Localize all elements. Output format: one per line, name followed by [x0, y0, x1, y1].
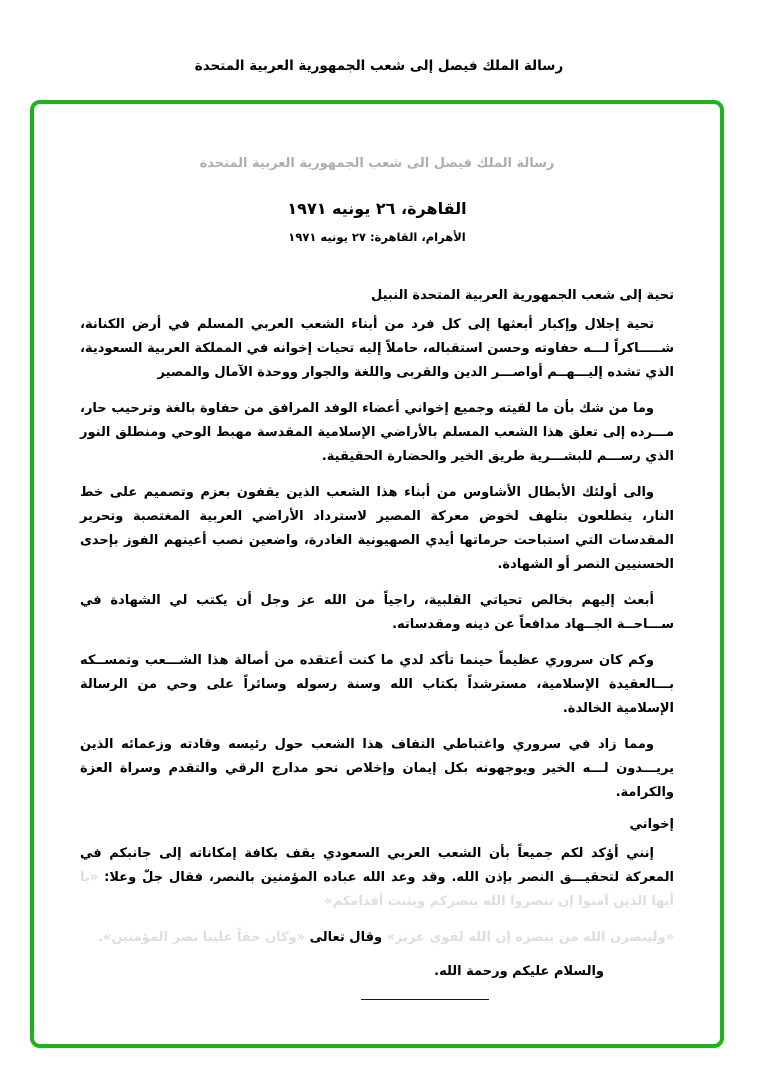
source-line: الأهرام، القاهرة: ٢٧ يونيه ١٩٧١ — [288, 230, 466, 244]
document-frame — [30, 100, 724, 1048]
farewell: والسلام عليكم ورحمة الله. — [434, 964, 604, 979]
dateline: القاهرة، ٢٦ يونيه ١٩٧١ — [287, 199, 467, 218]
faded-verse-part: «وكان حقاً علينا نصر المؤمنين». — [98, 930, 310, 945]
paragraph: أبعث إليهم بخالص تحياتي القلبية، راجياً من الله عز وجل أن يكتب لي الشهادة في ســـاحــة الجــهاد مدافعاً عن دينه ومقدساته. — [80, 593, 674, 632]
faded-verse: «يا أيها الذين آمنوا إن تنصروا الله ينصركم ويثبت أقدامكم» — [80, 870, 674, 909]
salutation: تحية إلى شعب الجمهورية العربية المتحدة النبيل — [371, 288, 674, 303]
faded-verse-part: «ولينصرن الله من ينصره إن الله لقوي عزيز» — [382, 930, 674, 945]
paragraph: وكم كان سروري عظيماً حينما تأكد لدي ما كنت أعتقده من أصالة هذا الشـــعب وتمســكه بـــالعقيدة الإسلامية، مسترشداً بكتاب الله وسنة رسوله وسائراً على وحي من الرسالة الإسلامية الخالدة. — [80, 653, 674, 716]
page-title: رسالة الملك فيصل إلى شعب الجمهورية العربية المتحدة — [194, 58, 564, 74]
paragraph: والى أولئك الأبطال الأشاوس من أبناء هذا الشعب الذين يقفون بعزم وتصميم على خط النار، يتطلعون بتلهف لخوض معركة المصير لاسترداد الأراضي العربية المغتصبة وتحرير المقدسات التي استباحت حرماتها أيدي الصهيونية الغادرة، واضعين نصب أعينهم الفوز بإحدى الحسنيين النصر أو الشهادة. — [80, 485, 674, 572]
scanned-title: رسالة الملك فيصل الى شعب الجمهورية العربية المتحدة — [199, 156, 555, 171]
address-line: إخواني — [629, 817, 674, 832]
paragraph: تحية إجلال وإكبار أبعثها إلى كل فرد من أبناء الشعب العربي المسلم في أرض الكنانة، شـــــاكراً لـــه حفاوته وحسن استقباله، حاملاً إليه تحيات إخوانه في المملكة العربية السعودية، الذي تشده إليـــهــم أواصـــر الدين والقربى واللغة والجوار ووحدة الآمال والمصير — [80, 317, 674, 380]
signature-rule — [361, 999, 489, 1000]
paragraph: ومما زاد في سروري واغتباطي التفاف هذا الشعب حول رئيسه وقادته وزعمائه الذين يريـــدون لـــه الخير ويوجهونه بكل إيمان وإخلاص نحو مدارج الرقي والتقدم وسراة العزة والكرامة. — [80, 737, 674, 800]
paragraph-final — [80, 842, 674, 914]
qala-taala-label: وقال تعالى — [309, 930, 383, 945]
final-paragraph-text: إنني أؤكد لكم جميعاً بأن الشعب العربي السعودي يقف بكافة إمكاناته إلى جانبكم في المعركة لتحقيـــق النصر بإذن الله. وقد وعد الله عباده المؤمنين بالنصر، فقال جلّ وعلا: — [80, 846, 674, 885]
paragraph: وما من شك بأن ما لقيته وجميع إخواني أعضاء الوفد المرافق من حفاوة بالغة وترحيب حار، مـــرده إلى تعلق هذا الشعب المسلم بالأراضي الإسلامية المقدسة مهبط الوحي ومنطلق النور الذي رســـم للبشـــرية طريق الخير والحضارة الحقيقية. — [80, 401, 674, 464]
faded-verse-line — [80, 926, 674, 950]
